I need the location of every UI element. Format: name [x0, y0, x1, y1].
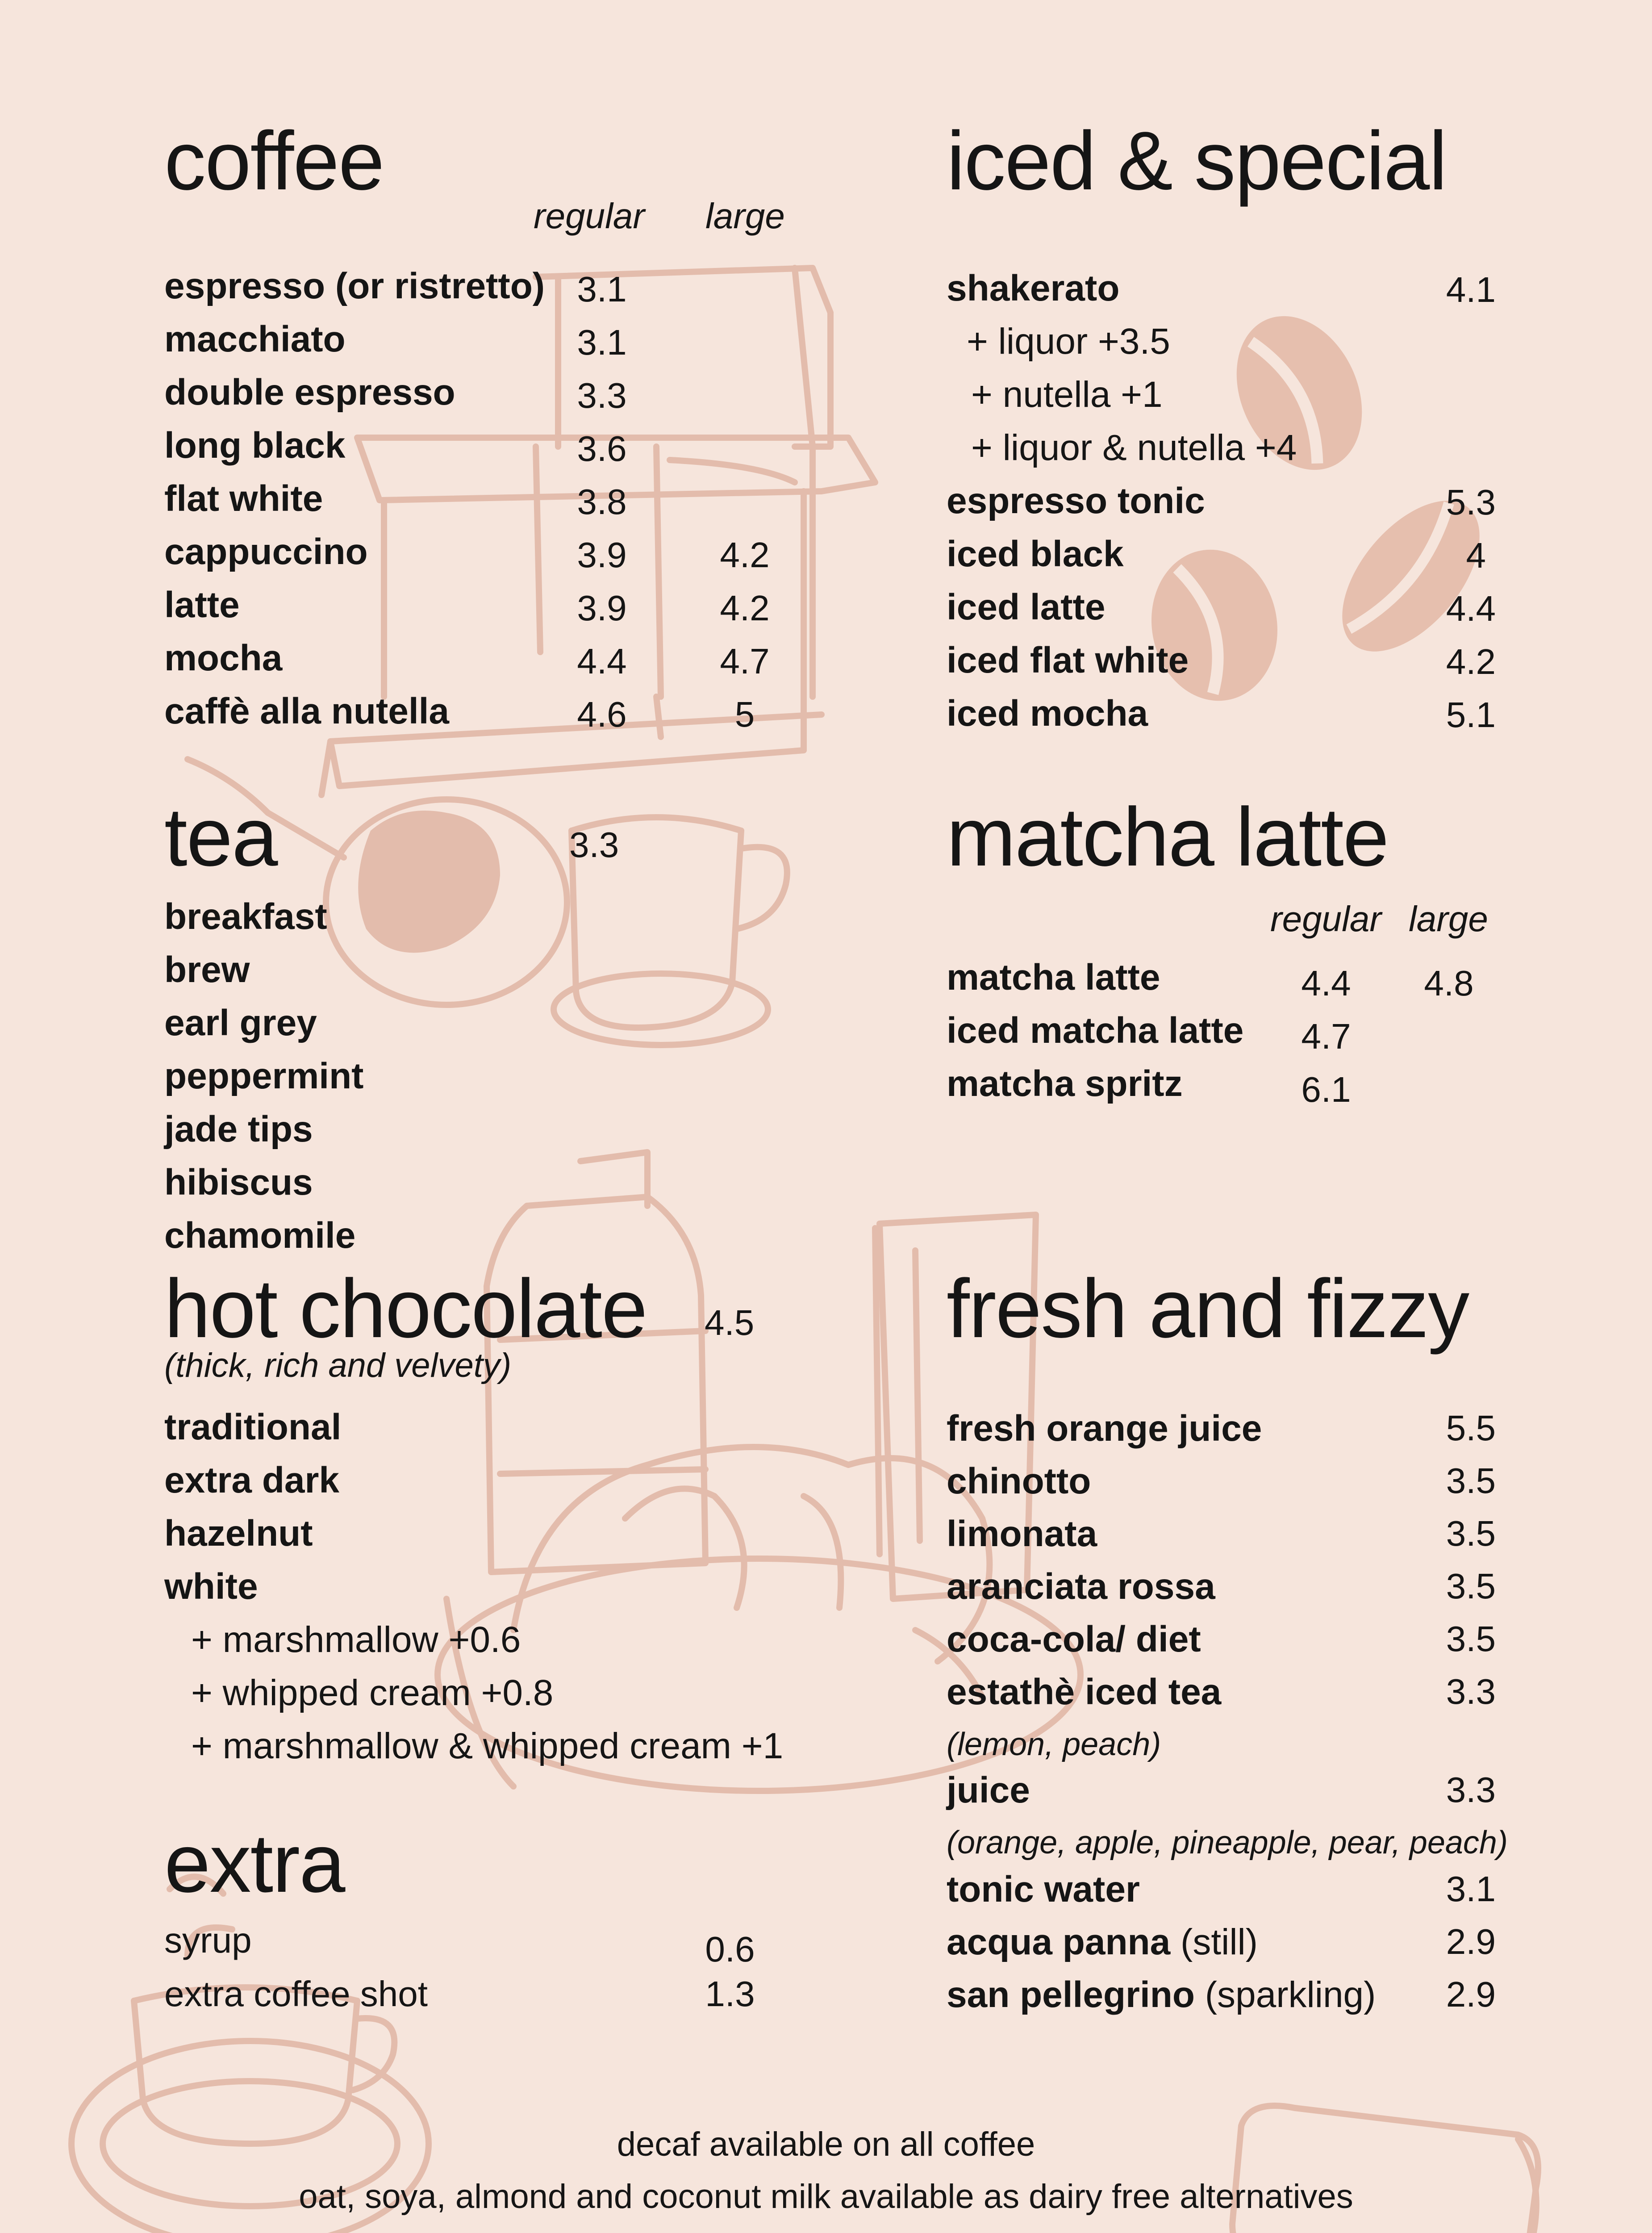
- tea-section-title: tea: [164, 791, 277, 883]
- coffee-row: [164, 268, 789, 321]
- item-name: cappuccino: [164, 531, 368, 572]
- item-name: espresso tonic: [947, 481, 1205, 521]
- coffee-row: [164, 321, 789, 374]
- iced-row: [947, 536, 1496, 589]
- regular-price: 3.3: [577, 376, 627, 415]
- matcha-row: [947, 1012, 1496, 1066]
- regular-price: 3.1: [577, 269, 627, 309]
- item-name: estathè iced tea: [947, 1672, 1222, 1712]
- addon-text: + marshmallow & whipped cream +1: [191, 1726, 784, 1766]
- tea-row: [164, 1005, 566, 1058]
- item-name: [947, 1974, 1376, 2015]
- regular-price: 4.4: [577, 641, 627, 681]
- item-note: (lemon, peach): [947, 1727, 1161, 1762]
- item-name: caffè alla nutella: [164, 691, 450, 732]
- hot-chocolate-row: [164, 1568, 834, 1622]
- item-name: chinotto: [947, 1461, 1091, 1501]
- item-name: matcha latte: [947, 957, 1160, 998]
- item-name: traditional: [164, 1407, 342, 1447]
- coffee-row: [164, 374, 789, 427]
- item-name-suffix: (still): [1170, 1922, 1258, 1962]
- tea-row: [164, 1058, 566, 1111]
- iced-row: [947, 642, 1496, 695]
- coffee-row: [164, 531, 789, 587]
- item-name: flat white: [164, 478, 323, 519]
- item-name: iced flat white: [947, 640, 1189, 681]
- item-name: limonata: [947, 1514, 1097, 1554]
- item-name: earl grey: [164, 1003, 317, 1043]
- item-name-bold: san pellegrino: [947, 1974, 1195, 2015]
- matcha-list: [947, 959, 1496, 1119]
- extra-item-name: syrup: [164, 1920, 252, 1960]
- large-price: 4.2: [720, 588, 770, 628]
- footer-decaf-note: decaf available on all coffee: [617, 2125, 1035, 2163]
- matcha-section-title: matcha latte: [947, 791, 1389, 883]
- item-price: 3.1: [1446, 1869, 1496, 1909]
- footer-milk-note: oat, soya, almond and coconut milk available as dairy free alternatives: [299, 2178, 1353, 2216]
- item-price: 2.9: [1446, 1974, 1496, 2014]
- item-name: iced latte: [947, 587, 1106, 627]
- item-name-bold: acqua panna: [947, 1922, 1171, 1962]
- item-name: aranciata rossa: [947, 1566, 1215, 1607]
- addon-row: [947, 376, 1496, 430]
- regular-price: 4.7: [1301, 1016, 1351, 1056]
- item-price: 4.1: [1446, 270, 1496, 309]
- item-name: white: [164, 1566, 258, 1607]
- tea-row: [164, 1164, 566, 1217]
- item-name: chamomile: [164, 1215, 356, 1256]
- item-name: latte: [164, 585, 240, 625]
- item-price: 4: [1466, 535, 1486, 575]
- item-name: extra dark: [164, 1460, 340, 1501]
- iced-section-title: iced & special: [947, 115, 1447, 207]
- item-name: hazelnut: [164, 1513, 313, 1554]
- extra-item-price: 1.3: [705, 1974, 755, 2014]
- addon-row: [947, 427, 1496, 483]
- iced-row: [947, 270, 1496, 323]
- hot-chocolate-price: 4.5: [705, 1303, 755, 1342]
- item-name: breakfast: [164, 896, 327, 937]
- item-price: 4.4: [1446, 589, 1496, 628]
- large-price: 4.2: [720, 535, 770, 575]
- large-price: 4.7: [720, 641, 770, 681]
- item-price: 3.5: [1446, 1566, 1496, 1606]
- regular-price: 4.6: [577, 694, 627, 734]
- item-name: brew: [164, 949, 250, 990]
- tea-row: [164, 896, 566, 952]
- regular-price: 3.6: [577, 429, 627, 468]
- iced-row: [947, 589, 1496, 642]
- coffee-list: [164, 268, 789, 746]
- regular-price: 3.9: [577, 535, 627, 575]
- addon-text: + nutella +1: [971, 374, 1163, 415]
- item-name: hibiscus: [164, 1162, 313, 1203]
- coffee-row: [164, 427, 789, 481]
- regular-price: 6.1: [1301, 1070, 1351, 1109]
- addon-text: + liquor +3.5: [967, 321, 1170, 362]
- addon-text: + whipped cream +0.8: [191, 1673, 554, 1713]
- coffee-row: [164, 693, 789, 746]
- item-price: 3.5: [1446, 1619, 1496, 1659]
- addon-text: + marshmallow +0.6: [191, 1619, 521, 1660]
- large-price: 5: [734, 694, 755, 734]
- addon-row: [164, 1728, 834, 1781]
- addon-row: [164, 1675, 834, 1728]
- tea-row: [164, 949, 566, 1005]
- iced-row: [947, 483, 1496, 536]
- item-price: 5.1: [1446, 695, 1496, 735]
- coffee-row: [164, 478, 789, 534]
- addon-text: + liquor & nutella +4: [971, 427, 1297, 468]
- item-price: 2.9: [1446, 1922, 1496, 1961]
- addon-row: [164, 1619, 834, 1675]
- item-name: coca-cola/ diet: [947, 1619, 1201, 1660]
- item-price: 5.5: [1446, 1408, 1496, 1448]
- matcha-row: [947, 959, 1496, 1012]
- tea-row: [164, 1111, 566, 1164]
- regular-price: 3.9: [577, 588, 627, 628]
- item-name: double espresso: [164, 372, 455, 413]
- item-price: 3.5: [1446, 1514, 1496, 1553]
- item-name: peppermint: [164, 1056, 364, 1096]
- item-price: 5.3: [1446, 482, 1496, 522]
- tea-list: [164, 896, 566, 1271]
- item-name: espresso (or ristretto): [164, 266, 545, 306]
- hot-chocolate-row: [164, 1462, 834, 1515]
- item-name: iced black: [947, 534, 1124, 574]
- iced-list: [947, 270, 1496, 749]
- hot-chocolate-list: [164, 1409, 834, 1781]
- item-price: 3.5: [1446, 1461, 1496, 1501]
- regular-price: 3.8: [577, 482, 627, 522]
- matcha-large-header: large: [1409, 899, 1488, 939]
- extra-item-price: 0.6: [705, 1929, 755, 1969]
- item-price: 3.3: [1446, 1770, 1496, 1810]
- large-price: 4.8: [1424, 963, 1474, 1003]
- fizzy-section-title: fresh and fizzy: [947, 1263, 1469, 1355]
- coffee-large-header: large: [705, 196, 785, 236]
- coffee-row: [164, 640, 789, 693]
- item-price: 3.3: [1446, 1672, 1496, 1711]
- item-name: macchiato: [164, 319, 346, 360]
- item-name: matcha spritz: [947, 1063, 1183, 1104]
- item-name: tonic water: [947, 1869, 1140, 1910]
- iced-row: [947, 695, 1496, 749]
- addon-row: [947, 323, 1496, 376]
- hot-chocolate-section-title: hot chocolate: [164, 1263, 647, 1355]
- item-name: mocha: [164, 638, 283, 678]
- item-name: [947, 1924, 1258, 1961]
- regular-price: 3.1: [577, 322, 627, 362]
- coffee-regular-header: regular: [534, 196, 645, 236]
- item-note: (orange, apple, pineapple, pear, peach): [947, 1825, 1508, 1861]
- item-name-suffix: (sparkling): [1194, 1974, 1376, 2015]
- item-price: 4.2: [1446, 642, 1496, 682]
- item-name: fresh orange juice: [947, 1408, 1262, 1449]
- extra-section-title: extra: [164, 1817, 345, 1910]
- item-name: jade tips: [164, 1109, 313, 1150]
- matcha-regular-header: regular: [1270, 899, 1382, 939]
- matcha-row: [947, 1063, 1496, 1119]
- item-name: iced mocha: [947, 693, 1148, 734]
- coffee-row: [164, 587, 789, 640]
- hot-chocolate-subtitle: (thick, rich and velvety): [164, 1346, 512, 1384]
- item-name: iced matcha latte: [947, 1010, 1244, 1051]
- item-name: long black: [164, 425, 346, 466]
- extra-item-name: extra coffee shot: [164, 1974, 428, 2014]
- item-name: juice: [947, 1770, 1030, 1811]
- hot-chocolate-row: [164, 1515, 834, 1568]
- tea-price: 3.3: [569, 825, 619, 865]
- hot-chocolate-row: [164, 1409, 834, 1462]
- item-name: shakerato: [947, 268, 1120, 309]
- regular-price: 4.4: [1301, 963, 1351, 1003]
- coffee-section-title: coffee: [164, 115, 384, 207]
